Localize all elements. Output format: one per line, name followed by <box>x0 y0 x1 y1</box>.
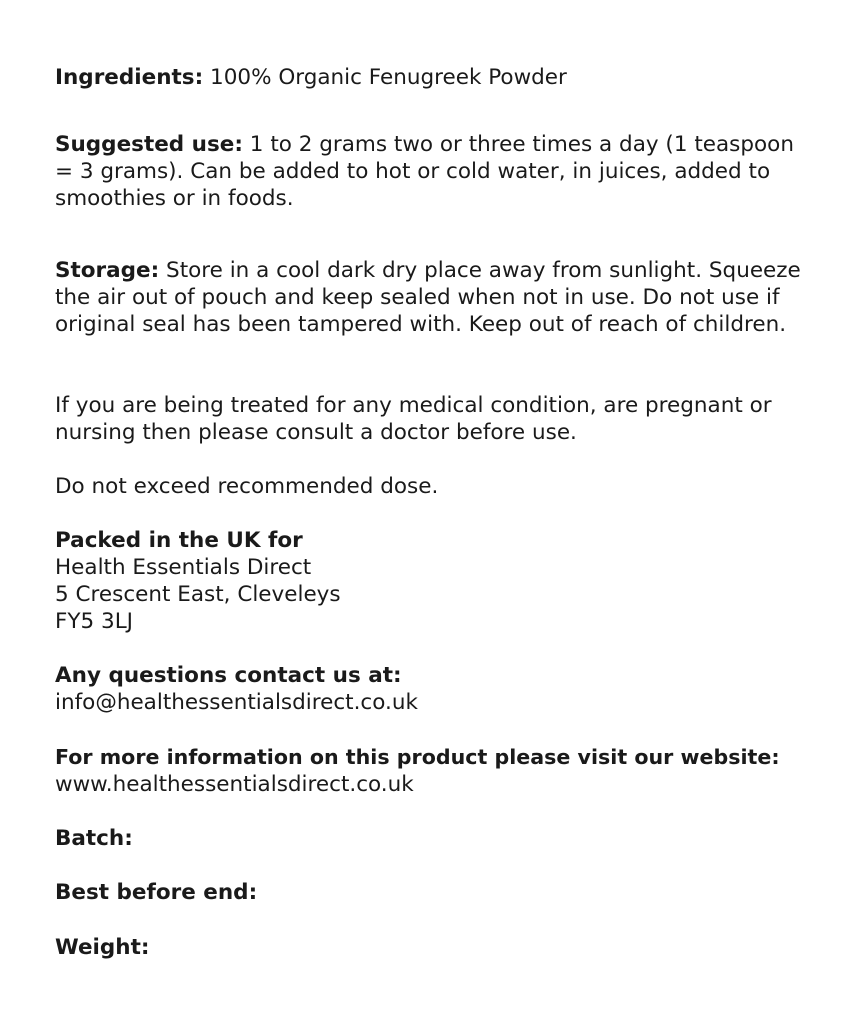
suggested-use-heading: Suggested use: <box>55 132 243 157</box>
ingredients-section <box>55 64 815 91</box>
storage-heading: Storage: <box>55 258 160 283</box>
suggested-use-text: 1 to 2 grams two or three times a day (1 teaspoon = 3 grams). Can be added to hot or cold water, in juices, added to smoothies or in foods. <box>55 132 794 211</box>
packed-postcode: FY5 3LJ <box>55 609 134 634</box>
best-before-label: Best before end: <box>55 880 258 905</box>
medical-warning: If you are being treated for any medical condition, are pregnant or nursing then please consult a doctor before use. <box>55 393 772 445</box>
ingredients-text: 100% Organic Fenugreek Powder <box>203 65 567 90</box>
contact-heading: Any questions contact us at: <box>55 663 402 688</box>
contact-email: info@healthessentialsdirect.co.uk <box>55 690 418 715</box>
weight-label: Weight: <box>55 935 150 960</box>
batch-label: Batch: <box>55 826 133 851</box>
packed-section <box>55 527 815 635</box>
ingredients-heading: Ingredients: <box>55 65 204 90</box>
website-heading: For more information on this product please visit our website: <box>55 745 780 769</box>
packed-heading: Packed in the UK for <box>55 528 303 553</box>
contact-section <box>55 662 815 716</box>
storage-text: Store in a cool dark dry place away from sunlight. Squeeze the air out of pouch and keep sealed when not in use. Do not use if original seal has been tampered with. Keep out of reach of children. <box>55 258 801 337</box>
website-url: www.healthessentialsdirect.co.uk <box>55 772 414 797</box>
dose-warning: Do not exceed recommended dose. <box>55 474 439 499</box>
packed-address: 5 Crescent East, Cleveleys <box>55 582 341 607</box>
website-section <box>55 744 815 798</box>
storage-section <box>55 257 815 338</box>
packed-company: Health Essentials Direct <box>55 555 312 580</box>
suggested-use-section <box>55 131 815 212</box>
